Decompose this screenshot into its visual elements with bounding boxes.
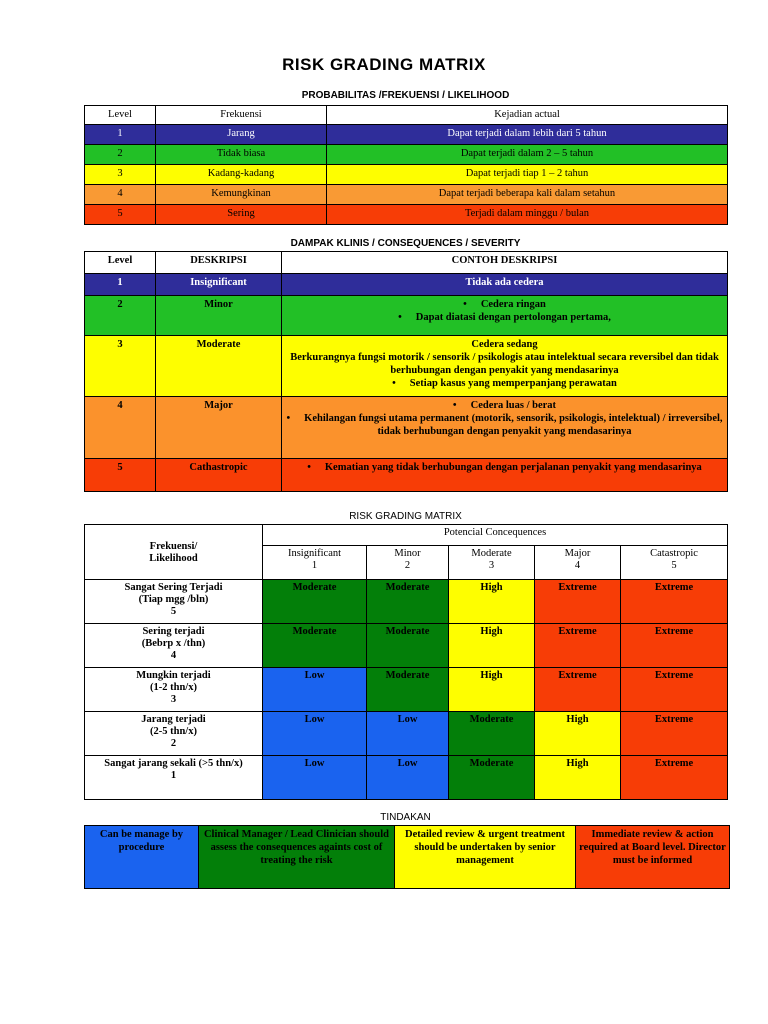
- contoh-list: [285, 461, 724, 474]
- risk-cell: Moderate: [367, 624, 449, 668]
- header-deskripsi: DESKRIPSI: [156, 252, 282, 274]
- column-header: Moderate 3: [449, 546, 535, 580]
- tindakan-moderate: Clinical Manager / Lead Clinician should assess the consequences againts cost of treating the risk: [199, 826, 395, 889]
- matrix-group-header-row: [85, 525, 728, 546]
- contoh-line: Berkurangnya fungsi motorik / sensorik / psikologis atau intelektual secara reversibel dan tidak berhubungan dengan penyakit yang mendasarinya: [290, 352, 719, 376]
- table-row: [85, 397, 728, 459]
- risk-cell: Extreme: [621, 580, 728, 624]
- tindakan-heading: TINDAKAN: [380, 812, 431, 823]
- table-row: [85, 756, 728, 800]
- level-cell: 2: [85, 145, 156, 165]
- table-row: [85, 205, 728, 225]
- table-row: [85, 296, 728, 336]
- risk-cell: Moderate: [449, 712, 535, 756]
- column-header: Catastropic 5: [621, 546, 728, 580]
- table-row: [85, 185, 728, 205]
- table-row: [85, 580, 728, 624]
- column-header: Major 4: [535, 546, 621, 580]
- contoh-list: [285, 399, 724, 438]
- risk-cell: Moderate: [367, 668, 449, 712]
- tindakan-table: [84, 825, 730, 889]
- kejadian-cell: Dapat terjadi beberapa kali dalam setahun: [327, 185, 728, 205]
- risk-cell: Moderate: [263, 624, 367, 668]
- risk-cell: High: [535, 756, 621, 800]
- row-header-line: Frekuensi/: [149, 541, 198, 552]
- deskripsi-cell: Major: [156, 397, 282, 459]
- kejadian-cell: Terjadi dalam minggu / bulan: [327, 205, 728, 225]
- level-cell: 2: [85, 296, 156, 336]
- level-cell: 1: [85, 274, 156, 296]
- risk-cell: Moderate: [263, 580, 367, 624]
- risk-cell: Extreme: [535, 580, 621, 624]
- probabilitas-heading: PROBABILITAS /FREKUENSI / LIKELIHOOD: [301, 90, 510, 101]
- list-item: • Setiap kasus yang memperpanjang perawatan: [285, 377, 724, 390]
- contoh-cell: [282, 336, 728, 397]
- deskripsi-cell: Minor: [156, 296, 282, 336]
- matrix-group-header: Potencial Concequences: [263, 525, 728, 546]
- risk-cell: Low: [263, 756, 367, 800]
- risk-cell: Moderate: [367, 580, 449, 624]
- tindakan-low: Can be manage by procedure: [85, 826, 199, 889]
- risk-cell: High: [449, 624, 535, 668]
- dampak-table: [84, 251, 728, 492]
- contoh-list: [285, 377, 724, 390]
- contoh-line: Cedera sedang: [471, 339, 538, 350]
- list-item: • Kehilangan fungsi utama permanent (motorik, sensorik, psikologis, intelektual) / irreversibel, tidak berhubungan dengan penyakit yang mendasarinya: [285, 412, 724, 438]
- matrix-row-header: [85, 525, 263, 580]
- table-row: [85, 125, 728, 145]
- matrix-heading: RISK GRADING MATRIX: [349, 511, 462, 522]
- level-cell: 3: [85, 336, 156, 397]
- header-kejadian: Kejadian actual: [327, 106, 728, 125]
- row-header-line: Likelihood: [149, 553, 198, 564]
- header-contoh: CONTOH DESKRIPSI: [282, 252, 728, 274]
- contoh-cell: [282, 296, 728, 336]
- table-row: [85, 712, 728, 756]
- level-cell: 5: [85, 205, 156, 225]
- table-row: [85, 145, 728, 165]
- table-row: [85, 668, 728, 712]
- deskripsi-cell: Moderate: [156, 336, 282, 397]
- level-cell: 1: [85, 125, 156, 145]
- list-item: • Dapat diatasi dengan pertolongan pertama,: [285, 311, 724, 324]
- kejadian-cell: Dapat terjadi dalam 2 – 5 tahun: [327, 145, 728, 165]
- table-header-row: [85, 252, 728, 274]
- risk-cell: Low: [263, 668, 367, 712]
- frekuensi-cell: Tidak biasa: [156, 145, 327, 165]
- frekuensi-cell: Kemungkinan: [156, 185, 327, 205]
- risk-cell: Extreme: [621, 668, 728, 712]
- level-cell: 5: [85, 459, 156, 492]
- tindakan-high: Detailed review & urgent treatment should be undertaken by senior management: [395, 826, 576, 889]
- risk-cell: Low: [367, 712, 449, 756]
- frekuensi-label: Jarang terjadi (2-5 thn/x) 2: [85, 712, 263, 756]
- column-header: Insignificant 1: [263, 546, 367, 580]
- table-row: [85, 459, 728, 492]
- risk-cell: Extreme: [535, 624, 621, 668]
- table-row: [85, 624, 728, 668]
- level-cell: 3: [85, 165, 156, 185]
- risk-cell: Low: [367, 756, 449, 800]
- tindakan-extreme: Immediate review & action required at Board level. Director must be informed: [576, 826, 730, 889]
- risk-cell: Low: [263, 712, 367, 756]
- risk-cell: High: [535, 712, 621, 756]
- list-item: • Kematian yang tidak berhubungan dengan perjalanan penyakit yang mendasarinya: [285, 461, 724, 474]
- deskripsi-cell: Cathastropic: [156, 459, 282, 492]
- frekuensi-label: Mungkin terjadi (1-2 thn/x) 3: [85, 668, 263, 712]
- frekuensi-label: Sangat Sering Terjadi (Tiap mgg /bln) 5: [85, 580, 263, 624]
- column-header: Minor 2: [367, 546, 449, 580]
- probabilitas-table: [84, 105, 728, 225]
- table-row: [85, 165, 728, 185]
- frekuensi-cell: Jarang: [156, 125, 327, 145]
- frekuensi-cell: Kadang-kadang: [156, 165, 327, 185]
- risk-cell: Moderate: [449, 756, 535, 800]
- frekuensi-label: Sangat jarang sekali (>5 thn/x) 1: [85, 756, 263, 800]
- table-row: [85, 336, 728, 397]
- frekuensi-label: Sering terjadi (Bebrp x /thn) 4: [85, 624, 263, 668]
- risk-matrix-table: [84, 524, 728, 800]
- kejadian-cell: Dapat terjadi dalam lebih dari 5 tahun: [327, 125, 728, 145]
- risk-cell: High: [449, 580, 535, 624]
- risk-cell: Extreme: [621, 624, 728, 668]
- level-cell: 4: [85, 185, 156, 205]
- contoh-list: [285, 298, 724, 324]
- list-item: • Cedera ringan: [285, 298, 724, 311]
- dampak-heading: DAMPAK KLINIS / CONSEQUENCES / SEVERITY: [290, 238, 521, 249]
- page-title: RISK GRADING MATRIX: [282, 55, 486, 74]
- level-cell: 4: [85, 397, 156, 459]
- risk-cell: High: [449, 668, 535, 712]
- header-level: Level: [85, 106, 156, 125]
- deskripsi-cell: Insignificant: [156, 274, 282, 296]
- header-frekuensi: Frekuensi: [156, 106, 327, 125]
- risk-cell: Extreme: [535, 668, 621, 712]
- contoh-cell: Tidak ada cedera: [282, 274, 728, 296]
- frekuensi-cell: Sering: [156, 205, 327, 225]
- table-row: [85, 826, 730, 889]
- risk-cell: Extreme: [621, 712, 728, 756]
- contoh-cell: [282, 397, 728, 459]
- risk-cell: Extreme: [621, 756, 728, 800]
- kejadian-cell: Dapat terjadi tiap 1 – 2 tahun: [327, 165, 728, 185]
- contoh-cell: [282, 459, 728, 492]
- header-level: Level: [85, 252, 156, 274]
- table-row: [85, 274, 728, 296]
- table-header-row: [85, 106, 728, 125]
- list-item: • Cedera luas / berat: [285, 399, 724, 412]
